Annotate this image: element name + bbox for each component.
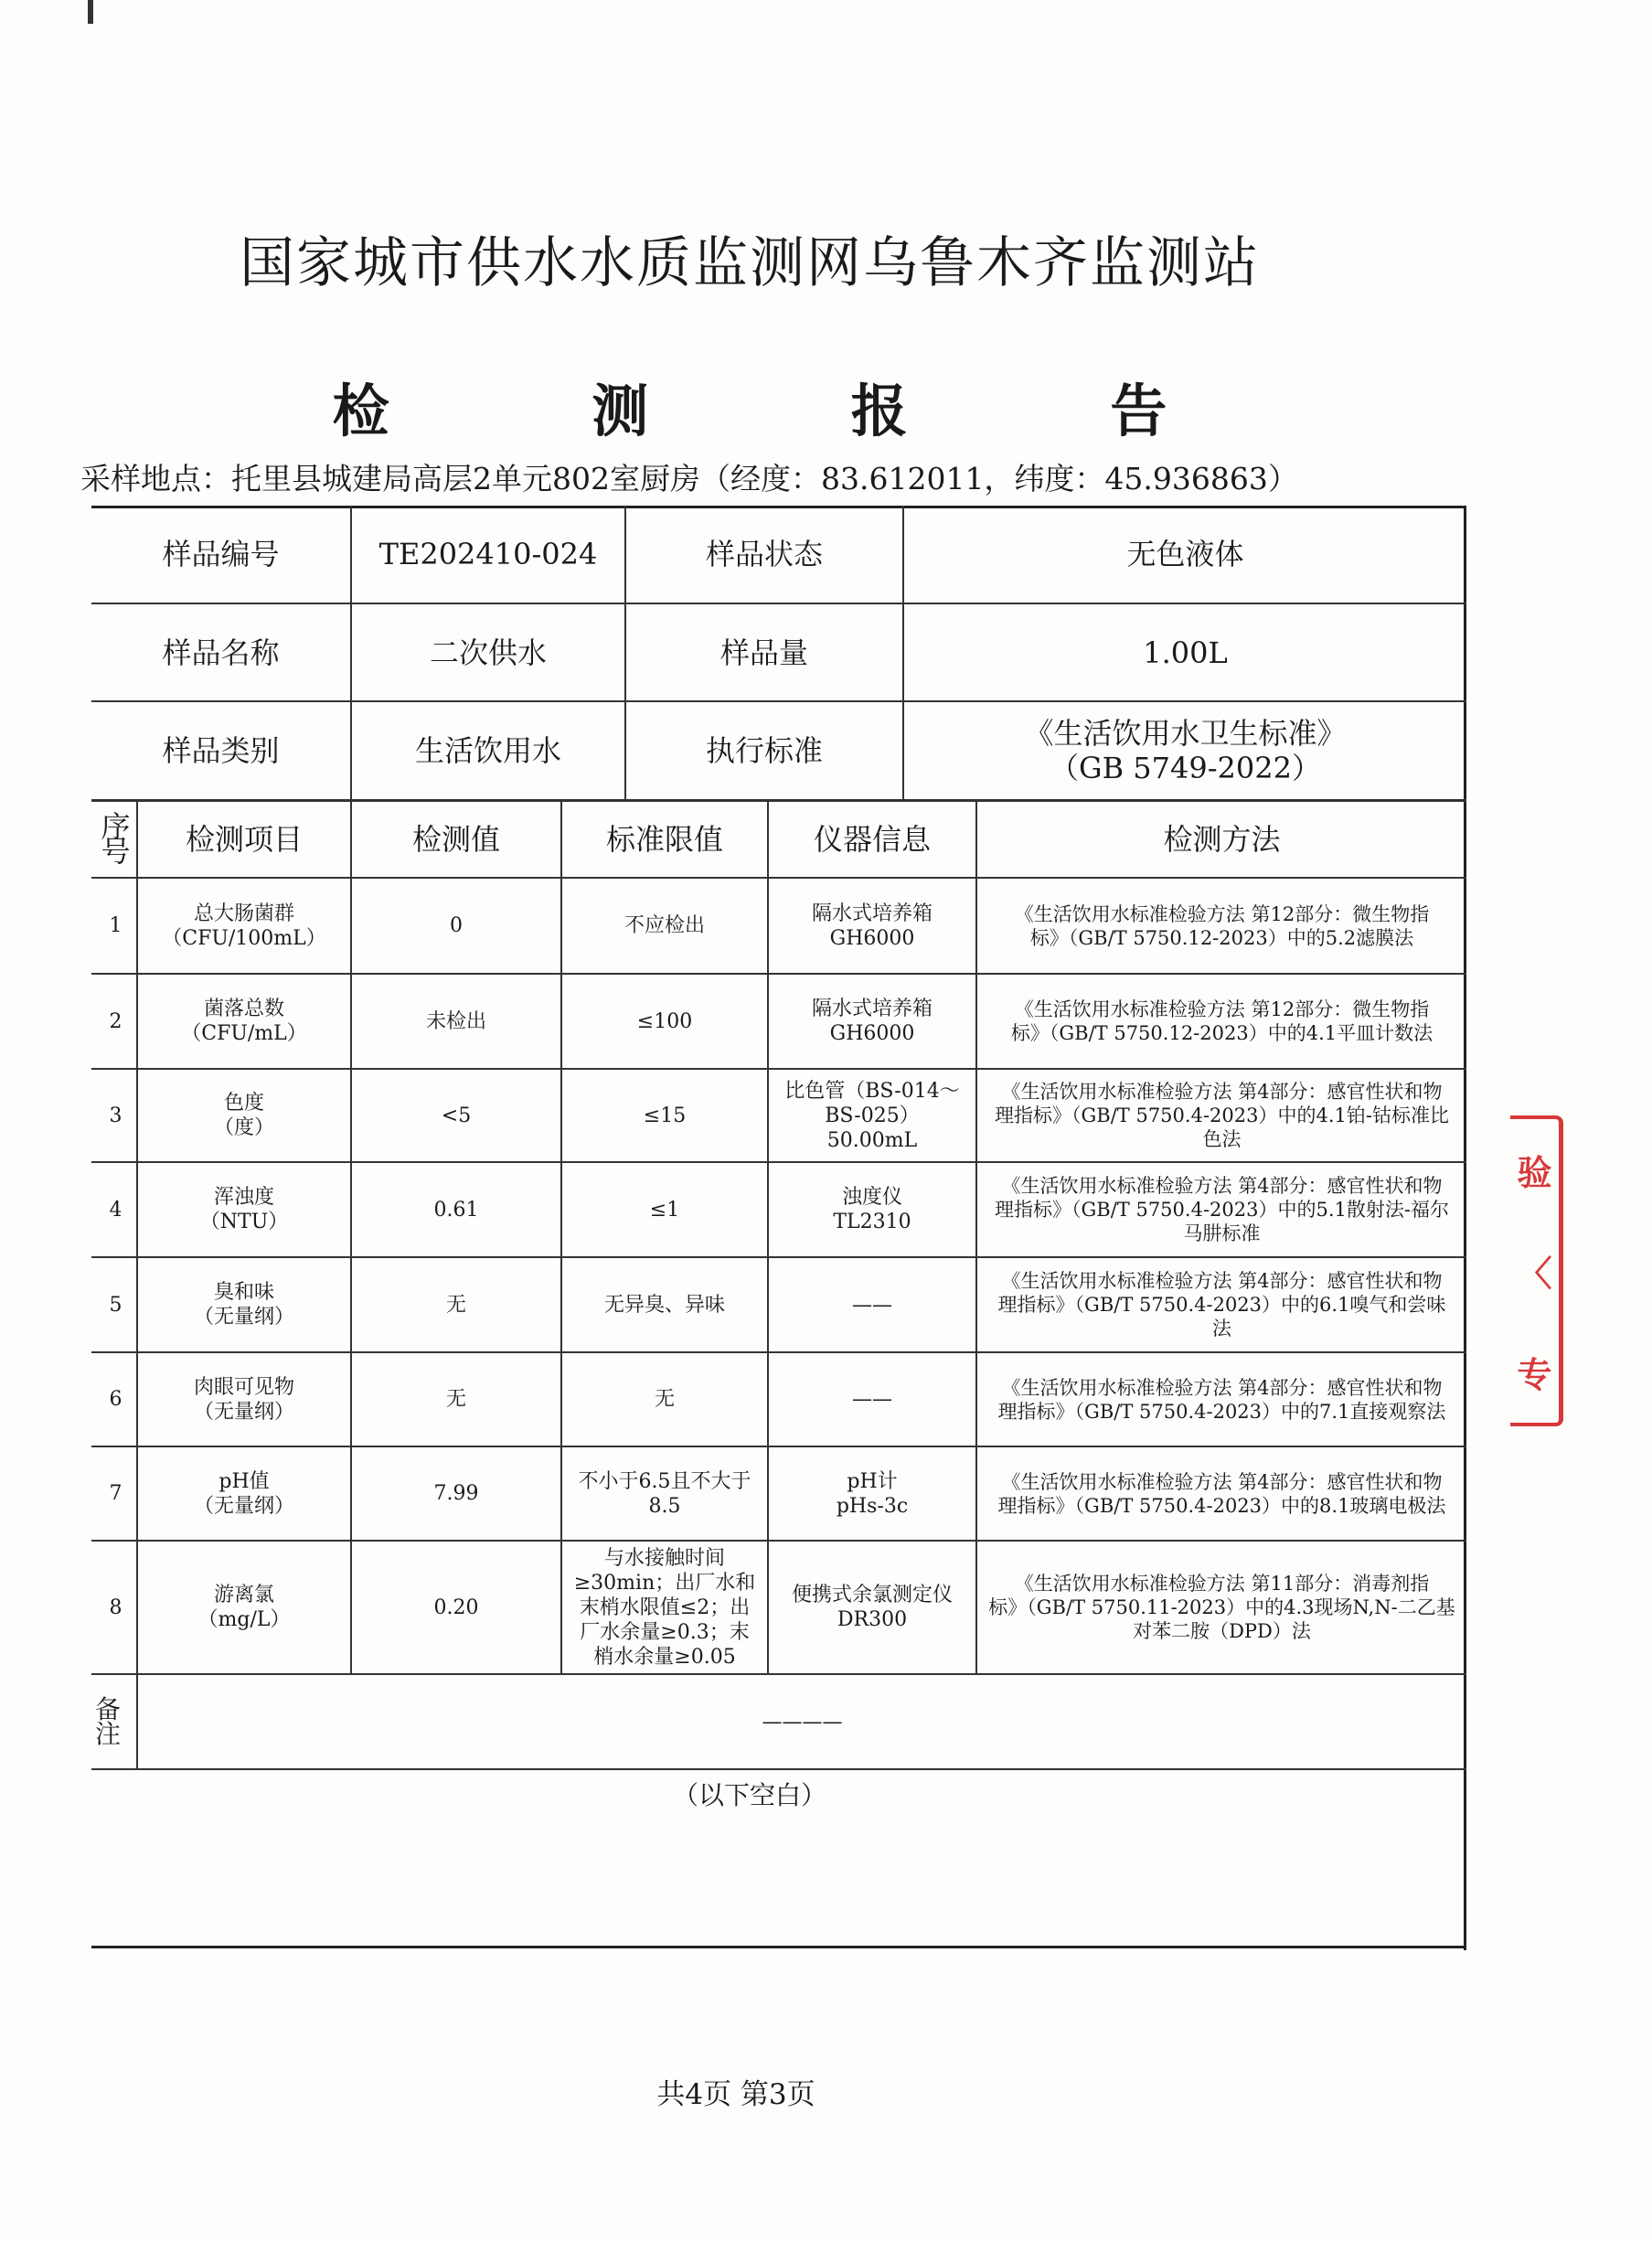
sample-info-row — [91, 603, 1466, 701]
item-instrument — [768, 1069, 976, 1162]
item-limit — [561, 1541, 768, 1674]
item-method — [976, 1162, 1466, 1257]
header-instrument: 仪器信息 — [768, 801, 976, 878]
item-method-line: 标》（GB/T 5750.11-2023）中的4.3现场N,N-二乙基 — [988, 1596, 1455, 1618]
item-no: 5 — [91, 1257, 137, 1352]
item-method — [976, 878, 1466, 974]
header-method: 检测方法 — [976, 801, 1466, 878]
item-limit-line: 与水接触时间 — [603, 1546, 725, 1570]
item-value: 无 — [351, 1352, 561, 1446]
item-name-line: 肉眼可见物 — [193, 1375, 294, 1399]
item-value: <5 — [351, 1069, 561, 1162]
item-instrument-line: —— — [852, 1388, 892, 1411]
item-name-line: （无量纲） — [193, 1306, 294, 1329]
header-no: 序号 — [91, 801, 137, 878]
item-instrument-line: 隔水式培养箱 — [811, 902, 933, 925]
item-instrument — [768, 1352, 976, 1446]
item-value: 无 — [351, 1257, 561, 1352]
item-no: 7 — [91, 1446, 137, 1541]
item-name-line: （NTU） — [199, 1211, 289, 1233]
sample-state-label: 样品状态 — [625, 506, 903, 603]
item-limit-line: ≤15 — [643, 1104, 687, 1127]
sample-amount-value: 1.00L — [903, 603, 1466, 701]
organization-title: 国家城市供水水质监测网乌鲁木齐监测站 — [240, 231, 1260, 295]
item-method — [976, 974, 1466, 1069]
item-method-line: 理指标》（GB/T 5750.4-2023）中的5.1散射法-福尔 — [995, 1199, 1449, 1221]
item-limit-line: ≤100 — [636, 1009, 693, 1033]
report-title: 检 测 报 告 — [332, 378, 1259, 444]
item-limit — [561, 878, 768, 974]
item-method-line: 《生活饮用水标准检验方法 第4部分：感官性状和物 — [1001, 1081, 1443, 1103]
item-name — [137, 1257, 351, 1352]
item-name-line: 菌落总数 — [203, 998, 284, 1020]
sample-state-value: 无色液体 — [903, 506, 1466, 603]
item-method-line: 色法 — [1202, 1128, 1242, 1150]
item-value: 未检出 — [351, 974, 561, 1069]
item-method-line: 《生活饮用水标准检验方法 第12部分：微生物指 — [1014, 902, 1430, 925]
item-no: 3 — [91, 1069, 137, 1162]
table-row — [91, 1541, 1466, 1674]
sample-name-label: 样品名称 — [91, 603, 351, 701]
item-instrument-line: pH计 — [847, 1469, 898, 1493]
item-limit-line: 不小于6.5且不大于 — [578, 1469, 751, 1493]
item-instrument-line: pHs-3c — [836, 1494, 909, 1518]
standard-value — [903, 701, 1466, 800]
blank-below-note: （以下空白） — [672, 1780, 826, 1810]
item-limit — [561, 974, 768, 1069]
sample-category-label: 样品类别 — [91, 701, 351, 800]
item-method-line: 标》（GB/T 5750.12-2023）中的4.1平皿计数法 — [1010, 1022, 1434, 1044]
item-method-line: 理指标》（GB/T 5750.4-2023）中的7.1直接观察法 — [997, 1400, 1446, 1423]
item-limit — [561, 1257, 768, 1352]
item-instrument-line: BS-025） — [825, 1104, 920, 1127]
item-instrument — [768, 1446, 976, 1541]
stamp-fragment: 验 — [1517, 1151, 1552, 1193]
item-limit-line: ≥30min；出厂水和 — [573, 1571, 756, 1595]
remark-value: ———— — [137, 1674, 1466, 1769]
item-method-line: 法 — [1212, 1318, 1231, 1339]
sample-info-table — [91, 506, 1466, 801]
item-instrument — [768, 1541, 976, 1674]
table-row — [91, 1257, 1466, 1352]
remark-label: 备注 — [91, 1674, 137, 1769]
item-method-line: 标》（GB/T 5750.12-2023）中的5.2滤膜法 — [1029, 926, 1414, 949]
page-number: 共4页 第3页 — [656, 2078, 815, 2111]
sample-name-value: 二次供水 — [351, 603, 625, 701]
item-name-line: 总大肠菌群 — [193, 902, 294, 925]
item-instrument — [768, 1162, 976, 1257]
item-method — [976, 1352, 1466, 1446]
sample-info-row — [91, 506, 1466, 603]
item-method-line: 《生活饮用水标准检验方法 第4部分：感官性状和物 — [1001, 1175, 1443, 1197]
item-limit-line: 厂水余量≥0.3；末 — [580, 1620, 750, 1644]
item-limit-line: 不应检出 — [623, 914, 705, 937]
item-method-line: 对苯二胺（DPD）法 — [1133, 1620, 1311, 1642]
sample-id-value: TE202410-024 — [351, 506, 625, 603]
sample-amount-label: 样品量 — [625, 603, 903, 701]
sample-info-row — [91, 701, 1466, 800]
sample-category-value: 生活饮用水 — [351, 701, 625, 800]
item-instrument-line: GH6000 — [829, 1022, 915, 1045]
item-no: 4 — [91, 1162, 137, 1257]
header-value: 检测值 — [351, 801, 561, 878]
item-limit-line: 无 — [654, 1388, 675, 1411]
item-method — [976, 1541, 1466, 1674]
item-instrument-line: 浊度仪 — [841, 1186, 902, 1209]
item-limit — [561, 1069, 768, 1162]
item-no: 1 — [91, 878, 137, 974]
item-instrument — [768, 974, 976, 1069]
item-instrument-line: 隔水式培养箱 — [811, 998, 933, 1020]
item-method-line: 理指标》（GB/T 5750.4-2023）中的6.1嗅气和尝味 — [997, 1294, 1446, 1316]
item-name — [137, 1162, 351, 1257]
item-instrument-line: GH6000 — [829, 926, 915, 950]
seal-stamp — [1510, 1115, 1563, 1426]
item-name-line: 色度 — [223, 1092, 264, 1115]
item-limit-line: 梢水余量≥0.05 — [593, 1645, 736, 1669]
item-instrument-line: TL2310 — [833, 1211, 911, 1233]
scan-edge-mark — [88, 0, 93, 24]
header-limit: 标准限值 — [561, 801, 768, 878]
item-instrument — [768, 1257, 976, 1352]
standard-label: 执行标准 — [625, 701, 903, 800]
item-limit-line: ≤1 — [649, 1198, 680, 1222]
item-method-line: 《生活饮用水标准检验方法 第4部分：感官性状和物 — [1001, 1470, 1443, 1493]
item-instrument-line: 便携式余氯测定仪 — [791, 1584, 953, 1606]
item-method — [976, 1257, 1466, 1352]
item-limit-line: 无异臭、异味 — [603, 1293, 725, 1317]
item-limit-line: 8.5 — [648, 1494, 681, 1518]
sample-id-label: 样品编号 — [91, 506, 351, 603]
item-instrument-line: 50.00mL — [826, 1128, 918, 1152]
item-limit — [561, 1352, 768, 1446]
item-name-line: （CFU/mL） — [181, 1022, 307, 1045]
table-row — [91, 974, 1466, 1069]
item-instrument — [768, 878, 976, 974]
standard-name: 《生活饮用水卫生标准》 — [1024, 716, 1347, 751]
table-row — [91, 878, 1466, 974]
item-limit — [561, 1446, 768, 1541]
item-name — [137, 1541, 351, 1674]
item-name — [137, 1446, 351, 1541]
item-method — [976, 1069, 1466, 1162]
item-method-line: 《生活饮用水标准检验方法 第4部分：感官性状和物 — [1001, 1376, 1443, 1399]
item-no: 6 — [91, 1352, 137, 1446]
item-name-line: pH值 — [218, 1469, 270, 1493]
item-name — [137, 1069, 351, 1162]
item-name — [137, 1352, 351, 1446]
item-value: 0 — [351, 878, 561, 974]
item-value: 7.99 — [351, 1446, 561, 1541]
item-method-line: 《生活饮用水标准检验方法 第4部分：感官性状和物 — [1001, 1270, 1443, 1292]
item-name-line: （无量纲） — [193, 1400, 294, 1424]
stamp-fragment: 〈 — [1517, 1253, 1552, 1295]
item-name-line: （mg/L） — [197, 1608, 291, 1631]
item-instrument-line: DR300 — [837, 1608, 908, 1631]
table-row — [91, 1446, 1466, 1541]
item-value: 0.20 — [351, 1541, 561, 1674]
item-method-line: 理指标》（GB/T 5750.4-2023）中的4.1铂-钴标准比 — [995, 1104, 1449, 1126]
item-method-line: 马肼标准 — [1183, 1222, 1261, 1244]
item-name-line: 浑浊度 — [213, 1186, 274, 1209]
table-row — [91, 1069, 1466, 1162]
item-limit-line: 末梢水限值≤2；出 — [579, 1595, 751, 1619]
item-no: 8 — [91, 1541, 137, 1674]
item-name-line: （CFU/100mL） — [162, 926, 326, 950]
stamp-fragment: 专 — [1517, 1354, 1552, 1396]
remark-row — [91, 1674, 1466, 1769]
table-header-row — [91, 801, 1466, 878]
table-bottom-rule — [91, 1946, 1466, 1948]
item-no: 2 — [91, 974, 137, 1069]
sampling-location: 采样地点：托里县城建局高层2单元802室厨房（经度：83.612011，纬度：45.936863） — [80, 461, 1298, 496]
table-row — [91, 1162, 1466, 1257]
item-limit — [561, 1162, 768, 1257]
item-method-line: 《生活饮用水标准检验方法 第11部分：消毒剂指 — [1014, 1573, 1430, 1595]
item-name-line: 游离氯 — [213, 1584, 274, 1606]
item-instrument-line: —— — [852, 1293, 892, 1317]
item-method-line: 《生活饮用水标准检验方法 第12部分：微生物指 — [1014, 998, 1430, 1020]
item-name — [137, 974, 351, 1069]
item-value: 0.61 — [351, 1162, 561, 1257]
item-name-line: （度） — [213, 1116, 274, 1139]
item-name-line: 臭和味 — [213, 1281, 274, 1304]
item-method-line: 理指标》（GB/T 5750.4-2023）中的8.1玻璃电极法 — [997, 1494, 1446, 1517]
item-name — [137, 878, 351, 974]
test-items-table — [91, 800, 1466, 1770]
standard-code: （GB 5749-2022） — [1050, 751, 1321, 785]
item-instrument-line: 比色管（BS-014～ — [784, 1079, 960, 1103]
item-method — [976, 1446, 1466, 1541]
table-row — [91, 1352, 1466, 1446]
item-name-line: （无量纲） — [193, 1494, 294, 1518]
header-item: 检测项目 — [137, 801, 351, 878]
